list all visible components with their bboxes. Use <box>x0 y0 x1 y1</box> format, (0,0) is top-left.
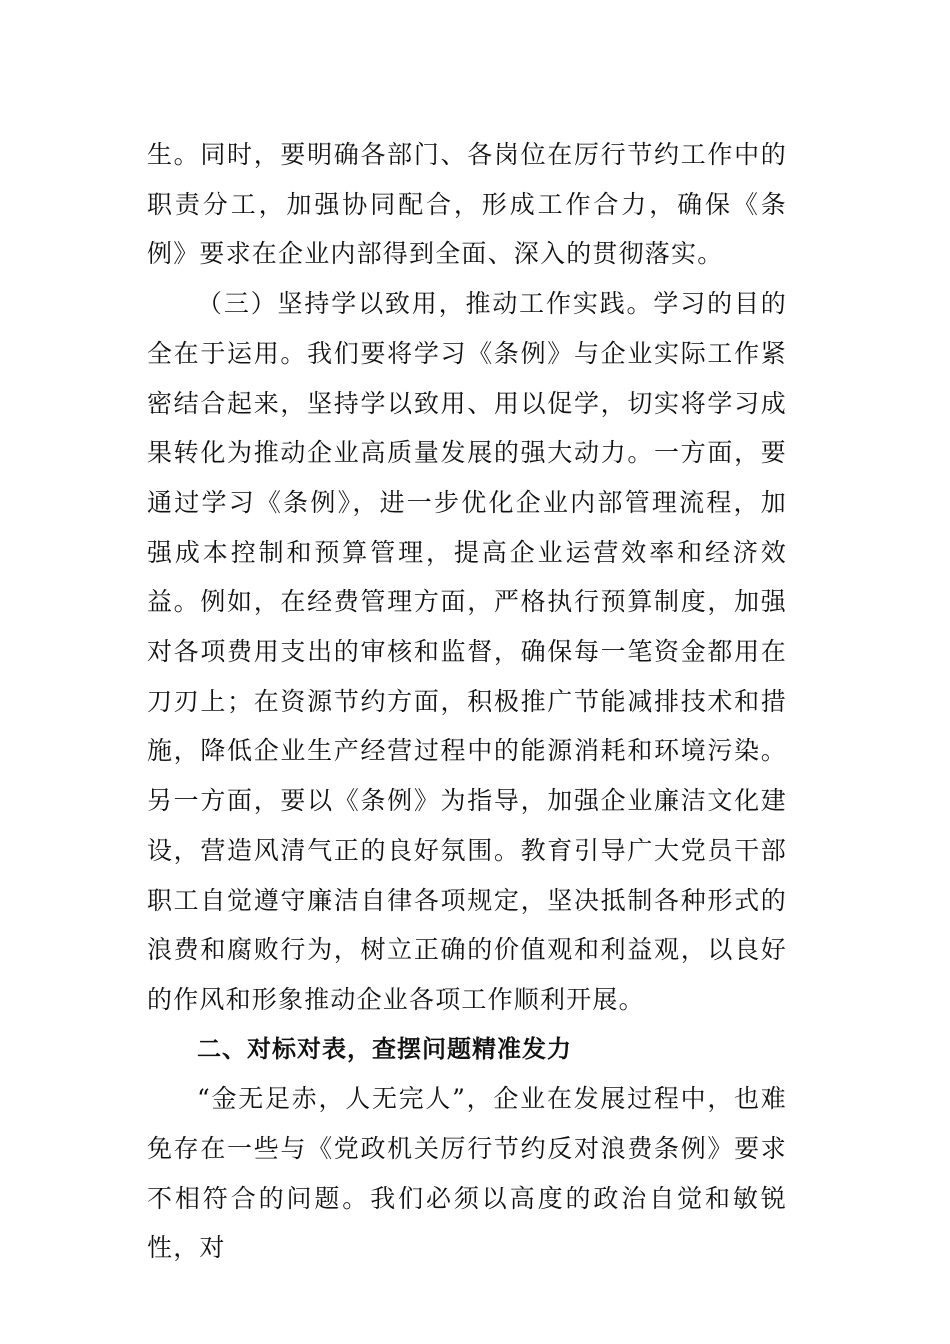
paragraph-section-three: （三）坚持学以致用，推动工作实践。学习的目的全在于运用。我们要将学习《条例》与企业实际工作紧密结合起来，坚持学以致用、用以促学，切实将学习成果转化为推动企业高质量发展的强大动力。一方面，要通过学习《条例》，进一步优化企业内部管理流程，加强成本控制和预算管理，提高企业运营效率和经济效益。例如，在经费管理方面，严格执行预算制度，加强对各项费用支出的审核和监督，确保每一笔资金都用在刀刃上；在资源节约方面，积极推广节能减排技术和措施，降低企业生产经营过程中的能源消耗和环境污染。另一方面，要以《条例》为指导，加强企业廉洁文化建设，营造风清气正的良好氛围。教育引导广大党员干部职工自觉遵守廉洁自律各项规定，坚决抵制各种形式的浪费和腐败行为，树立正确的价值观和利益观，以良好的作风和形象推动企业各项工作顺利开展。 <box>147 289 787 1014</box>
document-body <box>147 130 787 1273</box>
section-heading-two: 二、对标对表，查摆问题精准发力 <box>197 1034 572 1063</box>
paragraph-section-two-intro: “金无足赤，人无完人”，企业在发展过程中，也难免存在一些与《党政机关厉行节约反对浪费条例》要求不相符合的问题。我们必须以高度的政治自觉和敏锐性，对 <box>147 1084 787 1263</box>
paragraph-continuation: 生。同时，要明确各部门、各岗位在厉行节约工作中的职责分工，加强协同配合，形成工作合力，确保《条例》要求在企业内部得到全面、深入的贯彻落实。 <box>147 140 787 269</box>
